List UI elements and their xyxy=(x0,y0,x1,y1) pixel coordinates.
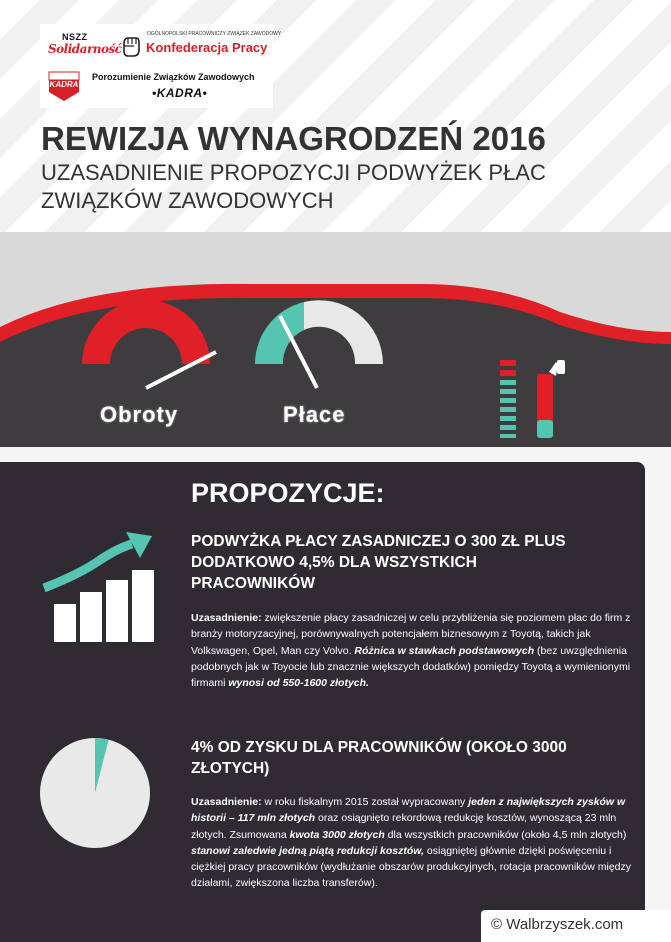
kadra-name: Porozumienie Związków Zawodowych xyxy=(92,72,255,82)
fist-icon xyxy=(120,34,142,58)
profit-share-pie xyxy=(40,738,150,848)
page-subtitle-line1: UZASADNIENIE PROPOZYCJI PODWYŻEK PŁAC xyxy=(41,160,546,185)
proposal2-bold1: jeden z największych zysków w historii – 117 mln złotych xyxy=(191,796,626,825)
level-indicator xyxy=(500,360,516,438)
kadra-badge-text: KADRA xyxy=(49,80,79,89)
proposal1-justification xyxy=(191,610,639,691)
solidarnosc-nszz: NSZZ xyxy=(62,32,88,42)
solidarnosc-name: Solidarność xyxy=(48,42,122,56)
kadra-badge xyxy=(45,70,83,102)
proposal2-text4: osiągniętej głównie dzięki poświęceniu i ciężkiej pracy pracowników (wydłużanie obszarów produkcyjnych, rotacja pracowników między działami, zwiększona liczba transferów). xyxy=(191,844,632,890)
konfederacja-logo xyxy=(120,28,282,62)
proposal2-bold2: kwota 3000 złotych xyxy=(289,828,385,841)
union-logos xyxy=(40,24,282,108)
proposal2-text3: dla wszystkich pracowników (około 4,5 mln złotych) xyxy=(384,828,627,841)
proposal1-bold1: Różnica w stawkach podstawowych xyxy=(354,644,535,657)
proposal2-label: Uzasadnienie: xyxy=(191,796,262,808)
gauge-place-label: Płace xyxy=(283,402,346,427)
growth-chart-icon xyxy=(40,530,158,642)
proposal1-bold2: wynosi od 550-1600 złotych. xyxy=(228,677,369,690)
proposal2-text2: oraz osiągnięto rekordową redukcję kosztów, wynoszącą 23 mln złotych. Zsumowana xyxy=(191,812,617,841)
proposal1-label: Uzasadnienie: xyxy=(191,612,262,624)
proposal2-text1: w roku fiskalnym 2015 został wypracowany xyxy=(261,796,469,808)
proposals-title: PROPOZYCJE: xyxy=(191,478,385,508)
watermark: © Walbrzyszek.com xyxy=(481,910,671,942)
proposal1-text1: zwiększenie płacy zasadniczej w celu przybliżenia się poziomem płac do firm z branży motoryzacyjnej, porównywalnych potencjałem biznesowym z Toyotą, takich jak Volkswagen, Opel, Man czy Volvo. xyxy=(191,612,631,657)
proposal2-justification xyxy=(191,794,639,892)
solidarnosc-logo xyxy=(48,32,122,62)
gauge-obroty-label: Obroty xyxy=(100,402,179,427)
page-subtitle-line2: ZWIĄZKÓW ZAWODOWYCH xyxy=(41,188,334,213)
proposal1-text2: (bez uwzględnienia podobnych jak w Toyocie lub znacznie większych dodatków) pomiędzy Toyotą a wymienionymi firmami xyxy=(191,644,631,690)
proposal1-heading: PODWYŻKA PŁACY ZASADNICZEJ O 300 ZŁ PLUS DODATKOWO 4,5% DLA WSZYSTKICH PRACOWNIKÓW xyxy=(191,533,566,592)
proposal2-heading: 4% OD ZYSKU DLA PRACOWNIKÓW (OKOŁO 3000 ZŁOTYCH) xyxy=(191,739,567,777)
konfederacja-name: Konfederacja Pracy xyxy=(146,40,268,55)
page-title: REWIZJA WYNAGRODZEŃ 2016 xyxy=(41,120,546,157)
kadra-short: •KADRA• xyxy=(152,86,208,100)
proposal2-bold3: stanowi zaledwie jedną piątą redukcji kosztów, xyxy=(191,844,425,857)
konfederacja-subtitle: OGÓLNOPOLSKI PRACOWNICZY ZWIĄZEK ZAWODOWY xyxy=(147,31,282,37)
